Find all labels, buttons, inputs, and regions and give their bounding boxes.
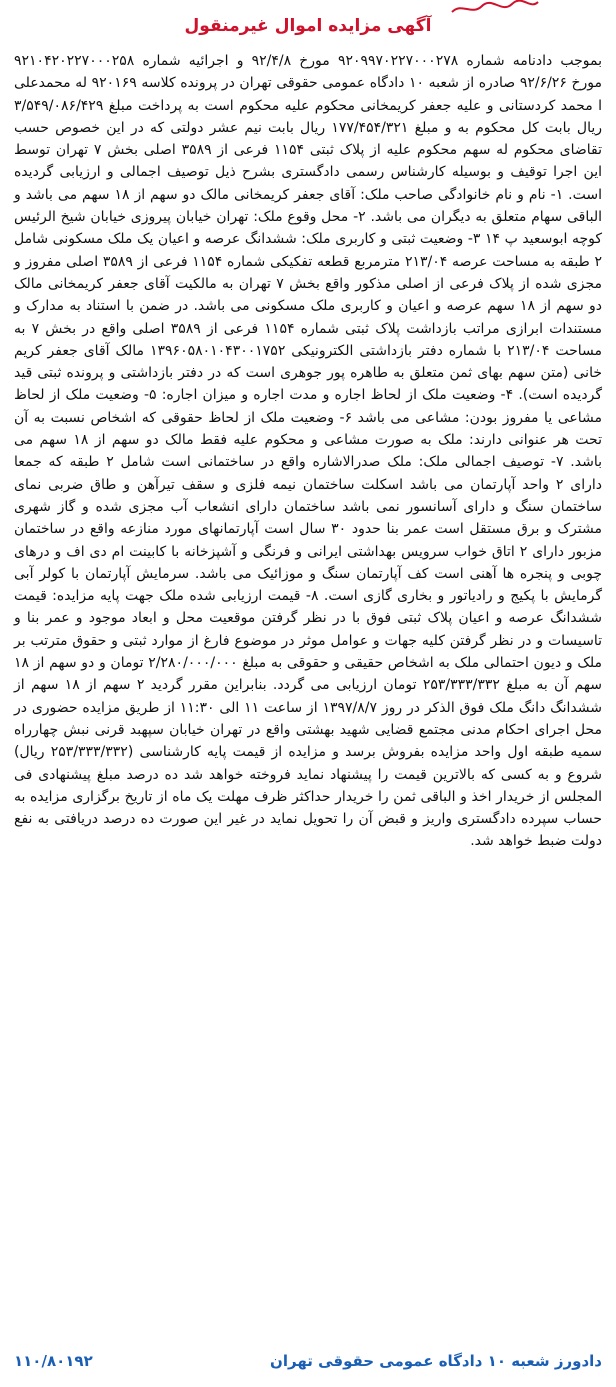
notice-body	[14, 50, 602, 853]
signature: دادورز شعبه ۱۰ دادگاه عمومی حقوقی تهران	[270, 1352, 602, 1370]
notice-paragraph: بموجب دادنامه شماره ۹۲۰۹۹۷۰۲۲۷۰۰۰۲۷۸ مورخ ۹۲/۴/۸ و اجرائیه شماره ۹۲۱۰۴۲۰۲۲۷۰۰۰۲۵۸ مورخ ۹۲/۶/۲۶ صادره از شعبه ۱۰ دادگاه عمومی حقوقی تهران در پرونده کلاسه ۹۲۰۱۶۹ له محمدعلی ا محمد کردستانی و علیه جعفر کریمخانی محکوم علیه محکوم است به پرداخت مبلغ ۳/۵۴۹/۰۸۶/۴۲۹ ریال بابت کل محکوم به و مبلغ ۱۷۷/۴۵۴/۳۲۱ ریال بابت نیم عشر دولتی که در این خصوص حسب تقاضای محکوم له سهم محکوم علیه از پلاک ثبتی ۱۱۵۴ فرعی از ۳۵۸۹ اصلی بخش ۷ تهران توسط این اجرا توقیف و بوسیله کارشناس رسمی دادگستری بشرح ذیل توصیف اجمالی و ارزیابی گردیده است. ۱- نام و نام خانوادگی صاحب ملک: آقای جعفر کریمخانی مالک دو سهم از ۱۸ سهم می باشد و الباقی سهام متعلق به دیگران می باشد. ۲- محل وقوع ملک: تهران خیابان پیروزی خیابان شیخ الرئیس کوچه ابوسعید پ ۱۴ ۳- وضعیت ثبتی و کاربری ملک: ششدانگ عرصه و اعیان یک ملک مسکونی شامل ۲ طبقه به مساحت عرصه ۲۱۳/۰۴ مترمربع قطعه تفکیکی شماره ۱۱۵۴ فرعی از ۳۵۸۹ اصلی مفروز و مجزی شده از پلاک فرعی از اصلی مذکور واقع بخش ۷ تهران به مالکیت آقای جعفر کریمخانی مالک دو سهم از ۱۸ سهم عرصه و اعیان و کاربری ملک مسکونی می باشد. در ضمن با استناد به مدارک و مستندات ابرازی مراتب بازداشت پلاک ثبتی شماره ۱۱۵۴ فرعی از ۳۵۸۹ اصلی واقع در بخش ۷ به مساحت ۲۱۳/۰۴ با شماره دفتر بازداشتی الکترونیکی ۱۳۹۶۰۵۸۰۱۰۴۳۰۰۱۷۵۲ مالک آقای جعفر کریم خانی (متن سهم بهای ثمن متعلق به طاهره پور جوهری است که در دفتر بازداشتی و پرونده ثبتی قید گردیده است). ۴- وضعیت ملک از لحاظ اجاره و مدت اجاره و میزان اجاره: ۵- وضعیت ملک از لحاظ مشاعی یا مفروز بودن: مشاعی می باشد ۶- وضعیت ملک از لحاظ حقوقی که اشخاص نسبت به آن تحت هر عنوانی دارند: ملک به صورت مشاعی و محکوم علیه فقط مالک دو سهم از ۱۸ سهم می باشد. ۷- توصیف اجمالی ملک: ملک صدرالاشاره واقع در ساختمانی است شامل ۲ طبقه که جمعا دارای ۲ واحد آپارتمان می باشد اسکلت ساختمان نیمه فلزی و سقف تیرآهن و طاق ضربی نمای ساختمان سنگ و دارای آسانسور نمی باشد ساختمان دارای انشعاب آب مجزی شده و گاز شهری مشترک و برق مستقل است عمر بنا حدود ۳۰ سال است آپارتمانهای مورد منازعه واقع در ساختمان مزبور دارای ۲ اتاق خواب سرویس بهداشتی ایرانی و فرنگی و آشپزخانه با کابینت ام دی اف و درهای چوبی و پنجره ها آهنی است کف آپارتمان سنگ و موزائیک می باشد. سرمایش آپارتمان با کولر آبی گرمایش با پکیج و رادیاتور و بخاری گازی است. ۸- قیمت ارزیابی شده ملک جهت پایه مزایده: قیمت ششدانگ عرصه و اعیان پلاک ثبتی فوق با در نظر گرفتن موقعیت محل و ابعاد موجود و عمر بنا و تاسیسات و در نظر گرفتن کلیه جهات و عوامل موثر در موضوع فارغ از موارد ثبتی و حقوق مترتب بر ملک و دیون احتمالی ملک به اشخاص حقیقی و حقوقی به مبلغ ۲/۲۸۰/۰۰۰/۰۰۰ تومان و دو سهم از ۱۸ سهم آن به مبلغ ۲۵۳/۳۳۳/۳۳۲ تومان ارزیابی می گردد. بنابراین مقرر گردید ۲ سهم از ۱۸ سهم از ششدانگ دانگ ملک فوق الذکر در روز ۱۳۹۷/۸/۷ از ساعت ۱۱ الی ۱۱:۳۰ از طریق مزایده حضوری در محل اجرای احکام مدنی مجتمع قضایی شهید بهشتی واقع در تهران خیابان سپهبد قرنی نبش چهارراه سمیه طبقه اول واحد مزایده بفروش برسد و مزایده از قیمت پایه کارشناسی (۲۵۳/۳۳۳/۳۳۲ ریال) شروع و به کسی که بالاترین قیمت را پیشنهاد نماید فروخته خواهد شد ده درصد مبلغ پیشنهادی فی المجلس از خریدار اخذ و الباقی ثمن را خریدار حداکثر ظرف مهلت یک ماه از تاریخ برگزاری مزایده به حساب سپرده دادگستری واریز و قبض آن را تحویل نماید در غیر این صورت ده درصد دریافتی به نفع دولت ضبط خواهد شد.	[14, 53, 603, 850]
handwritten-mark	[450, 0, 540, 18]
notice-title: آگهی مزایده اموال غیرمنقول	[184, 16, 432, 36]
notice-code: ۱۱۰/۸۰۱۹۲	[14, 1352, 93, 1370]
notice-footer	[14, 1352, 602, 1370]
